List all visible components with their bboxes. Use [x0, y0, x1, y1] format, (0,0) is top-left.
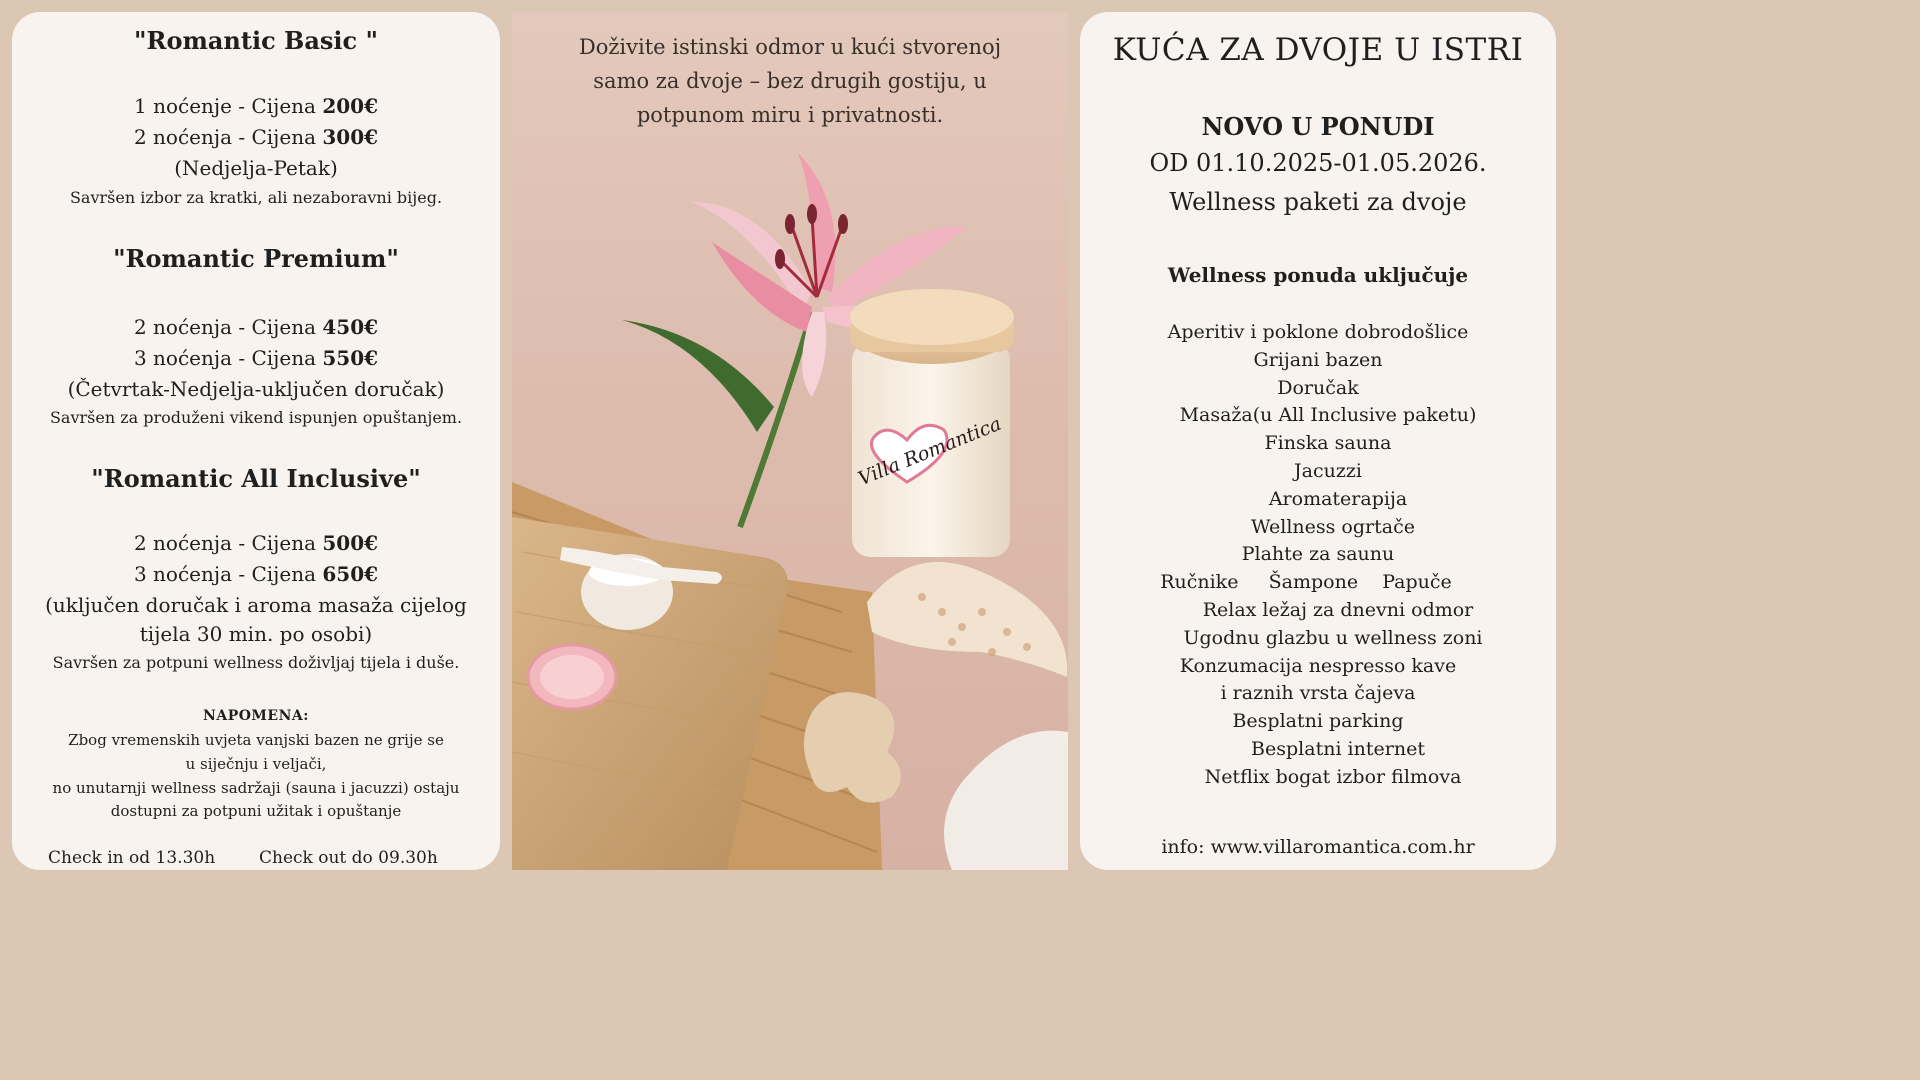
page-title: KUĆA ZA DVOJE U ISTRI	[1112, 32, 1524, 68]
includes-item: Netflix bogat izbor filmova	[1204, 765, 1462, 788]
allinclusive-desc: Savršen za potpuni wellness doživljaj tijela i duše.	[52, 653, 460, 672]
allinclusive-price-1: 2 noćenja - Cijena 500€	[133, 531, 379, 555]
includes-item: Aperitiv i poklone dobrodošlice	[1167, 321, 1469, 343]
includes-item: Besplatni internet	[1251, 738, 1425, 760]
basic-price-2: 2 noćenja - Cijena 300€	[133, 125, 379, 149]
note-line: u siječnju i veljači,	[185, 755, 327, 773]
product-photo	[512, 12, 1068, 870]
note-line: Zbog vremenskih uvjeta vanjski bazen ne grije se	[68, 731, 444, 749]
white-tissue	[944, 731, 1068, 870]
intro-line: samo za dvoje – bez drugih gostiju, u	[593, 69, 987, 93]
packages-panel	[12, 12, 500, 870]
note-heading: NAPOMENA:	[203, 708, 309, 724]
includes-item: Besplatni parking	[1232, 710, 1404, 733]
seashell	[867, 562, 1067, 677]
allinclusive-extra-1: (uključen doručak i aroma masaža cijelog	[45, 593, 467, 617]
basic-title: "Romantic Basic "	[134, 26, 378, 55]
basic-days: (Nedjelja-Petak)	[174, 156, 338, 180]
includes-item: Aromaterapija	[1268, 487, 1408, 510]
coral	[804, 692, 901, 803]
includes-item: Konzumacija nespresso kave	[1179, 654, 1457, 677]
allinclusive-title: "Romantic All Inclusive"	[91, 464, 421, 493]
premium-desc: Savršen za produženi vikend ispunjen opuštanjem.	[49, 408, 463, 427]
intro-line: Doživite istinski odmor u kući stvorenoj	[578, 35, 1002, 59]
note-line: no unutarnji wellness sadržaji (sauna i jacuzzi) ostaju	[52, 779, 460, 797]
intro-text	[512, 30, 1068, 132]
spa-still-life-illustration	[512, 12, 1068, 870]
includes-item: Jacuzzi	[1294, 460, 1362, 482]
includes-item: Finska sauna	[1264, 432, 1392, 455]
includes-item: Plahte za saunu	[1241, 543, 1395, 566]
includes-heading: Wellness ponuda uključuje	[1167, 263, 1469, 287]
offer-dates: OD 01.10.2025-01.05.2026.	[1149, 149, 1487, 177]
includes-item: Ručnike Šampone Papuče	[1160, 571, 1452, 594]
website-info: info: www.villaromantica.com.hr	[1161, 836, 1475, 858]
includes-item: Wellness ogrtače	[1251, 515, 1415, 538]
villa-romantica-logo: Villa Romantica	[855, 412, 1005, 491]
includes-item: Masaža(u All Inclusive paketu)	[1179, 404, 1477, 427]
includes-item: Ugodnu glazbu u wellness zoni	[1183, 626, 1483, 649]
checkout-time: Check out do 09.30h	[259, 848, 438, 868]
checkin-time: Check in od 13.30h	[48, 848, 216, 868]
premium-price-2: 3 noćenja - Cijena 550€	[133, 346, 379, 370]
basic-desc: Savršen izbor za kratki, ali nezaboravni bijeg.	[69, 188, 443, 207]
includes-item: Grijani bazen	[1253, 348, 1383, 371]
premium-price-1: 2 noćenja - Cijena 450€	[133, 315, 379, 339]
basic-price-1: 1 noćenje - Cijena 200€	[133, 94, 378, 118]
allinclusive-extra-2: tijela 30 min. po osobi)	[139, 622, 373, 646]
premium-title: "Romantic Premium"	[113, 244, 399, 273]
info-panel	[1080, 12, 1556, 870]
intro-line: potpunom miru i privatnosti.	[636, 103, 944, 127]
includes-item: Doručak	[1277, 376, 1359, 399]
note-line: dostupni za potpuni užitak i opuštanje	[110, 802, 402, 820]
new-offer-heading: NOVO U PONUDI	[1201, 112, 1435, 141]
includes-item: Relax ležaj za dnevni odmor	[1202, 599, 1474, 621]
premium-days: (Četvrtak-Nedjelja-uključen doručak)	[67, 377, 445, 401]
includes-item: i raznih vrsta čajeva	[1220, 682, 1416, 705]
allinclusive-price-2: 3 noćenja - Cijena 650€	[133, 562, 379, 586]
offer-packages: Wellness paketi za dvoje	[1169, 188, 1467, 216]
